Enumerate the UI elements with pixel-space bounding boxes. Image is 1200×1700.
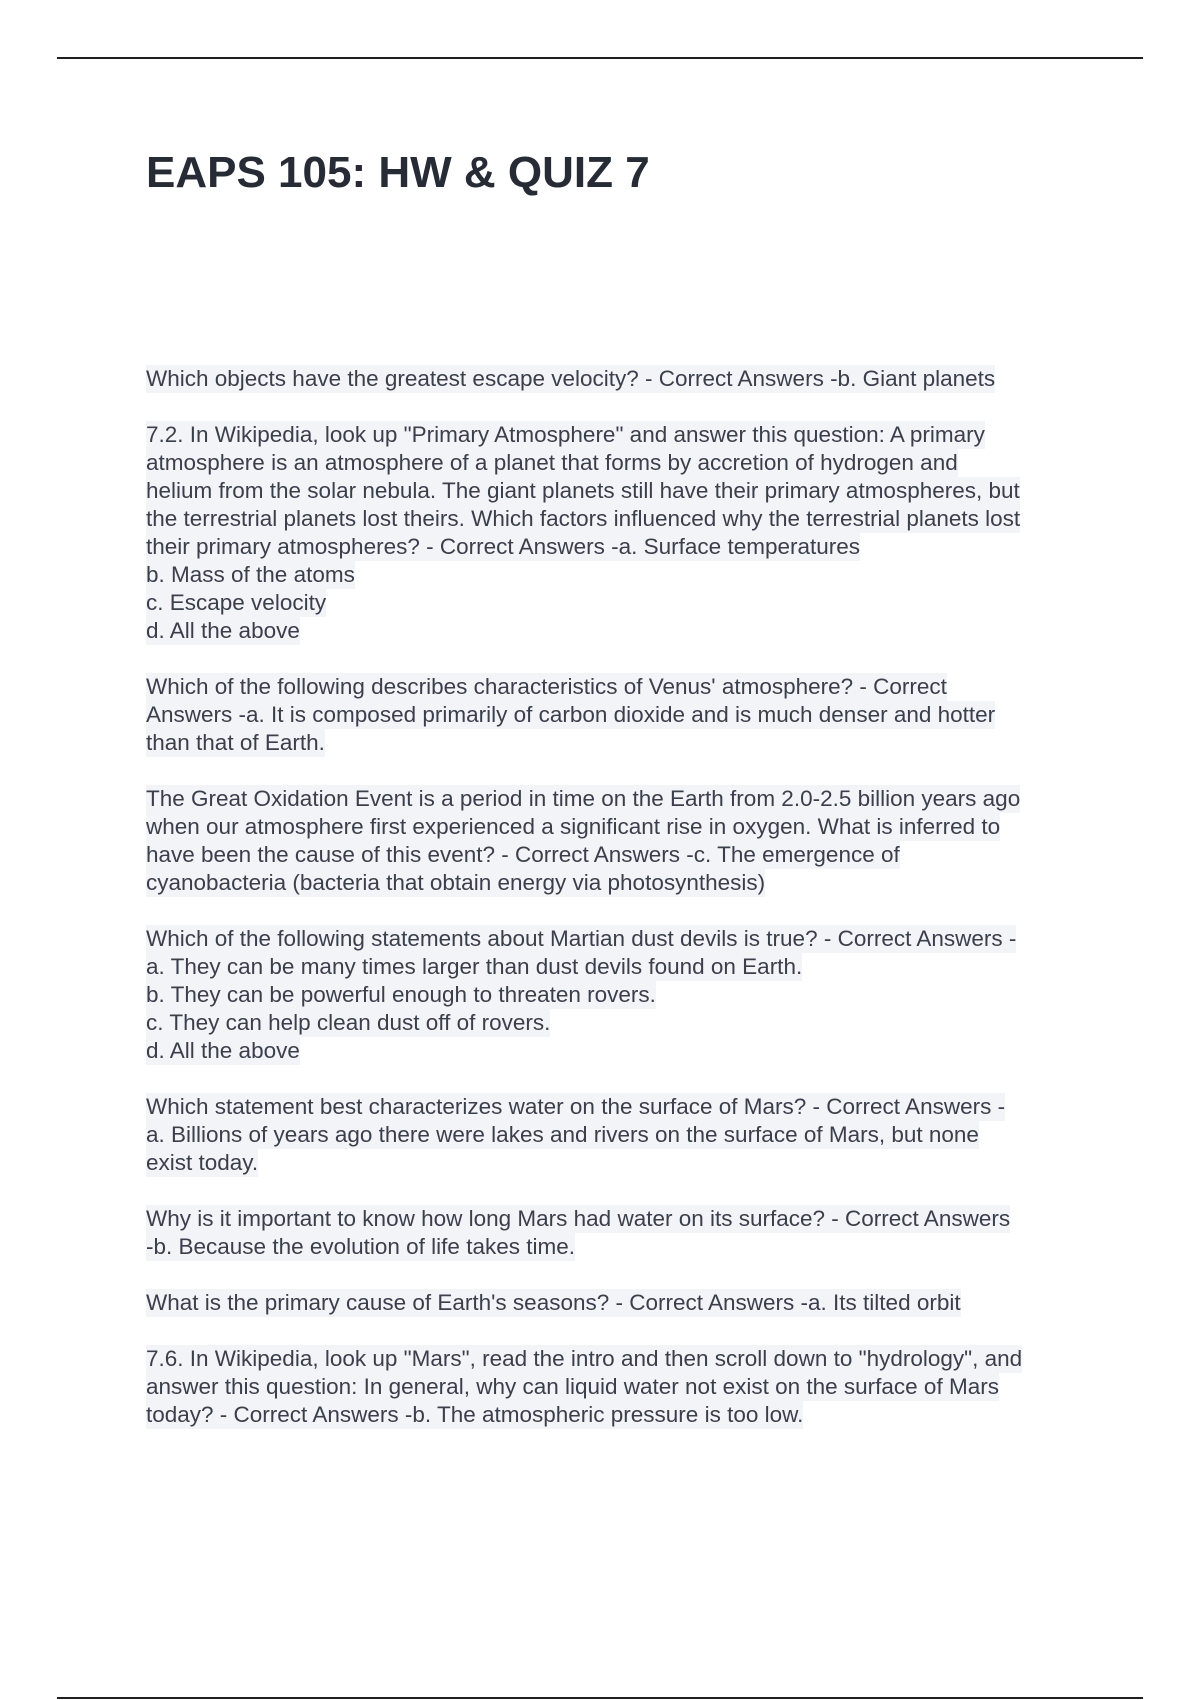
qa-line: helium from the solar nebula. The giant planets still have their primary atmospheres, but <box>146 478 1020 503</box>
bottom-rule <box>57 1697 1143 1699</box>
qa-line: Which statement best characterizes water on the surface of Mars? - Correct Answers - <box>146 1094 1006 1119</box>
document-title: EAPS 105: HW & QUIZ 7 <box>146 148 650 197</box>
top-rule <box>57 57 1143 59</box>
qa-item-4 <box>146 785 1096 897</box>
qa-line: a. They can be many times larger than dust devils found on Earth. <box>146 954 803 979</box>
qa-line: have been the cause of this event? - Correct Answers -c. The emergence of <box>146 842 900 867</box>
qa-line: c. They can help clean dust off of rovers. <box>146 1010 551 1035</box>
qa-line: today? - Correct Answers -b. The atmospheric pressure is too low. <box>146 1402 804 1427</box>
qa-line: 7.6. In Wikipedia, look up "Mars", read the intro and then scroll down to "hydrology", and <box>146 1346 1023 1371</box>
qa-line: cyanobacteria (bacteria that obtain energy via photosynthesis) <box>146 870 766 895</box>
qa-line: their primary atmospheres? - Correct Answers -a. Surface temperatures <box>146 534 861 559</box>
qa-line: when our atmosphere first experienced a significant rise in oxygen. What is inferred to <box>146 814 1001 839</box>
qa-item-2 <box>146 421 1096 645</box>
qa-item-9 <box>146 1345 1096 1429</box>
qa-item-3 <box>146 673 1096 757</box>
qa-line: What is the primary cause of Earth's seasons? - Correct Answers -a. Its tilted orbit <box>146 1290 961 1315</box>
qa-line: Which of the following describes characteristics of Venus' atmosphere? - Correct <box>146 674 947 699</box>
qa-list <box>146 365 1096 1457</box>
qa-line: b. They can be powerful enough to threaten rovers. <box>146 982 656 1007</box>
qa-item-6 <box>146 1093 1096 1177</box>
qa-line: c. Escape velocity <box>146 590 327 615</box>
qa-line: Answers -a. It is composed primarily of carbon dioxide and is much denser and hotter <box>146 702 996 727</box>
qa-line: -b. Because the evolution of life takes time. <box>146 1234 575 1259</box>
qa-line: d. All the above <box>146 618 300 643</box>
qa-line: b. Mass of the atoms <box>146 562 355 587</box>
qa-line: The Great Oxidation Event is a period in time on the Earth from 2.0-2.5 billion years ago <box>146 786 1021 811</box>
qa-line: 7.2. In Wikipedia, look up "Primary Atmosphere" and answer this question: A primary <box>146 422 985 447</box>
qa-item-1 <box>146 365 1096 393</box>
qa-line: Why is it important to know how long Mars had water on its surface? - Correct Answers <box>146 1206 1011 1231</box>
qa-line: the terrestrial planets lost theirs. Which factors influenced why the terrestrial planets lost <box>146 506 1021 531</box>
qa-line: atmosphere is an atmosphere of a planet that forms by accretion of hydrogen and <box>146 450 958 475</box>
qa-line: Which of the following statements about Martian dust devils is true? - Correct Answers - <box>146 926 1017 951</box>
qa-line: answer this question: In general, why can liquid water not exist on the surface of Mars <box>146 1374 999 1399</box>
qa-line: Which objects have the greatest escape velocity? - Correct Answers -b. Giant planets <box>146 366 996 391</box>
qa-line: d. All the above <box>146 1038 300 1063</box>
qa-item-5 <box>146 925 1096 1065</box>
qa-line: exist today. <box>146 1150 259 1175</box>
qa-line: than that of Earth. <box>146 730 325 755</box>
qa-item-7 <box>146 1205 1096 1261</box>
qa-line: a. Billions of years ago there were lakes and rivers on the surface of Mars, but none <box>146 1122 979 1147</box>
qa-item-8 <box>146 1289 1096 1317</box>
